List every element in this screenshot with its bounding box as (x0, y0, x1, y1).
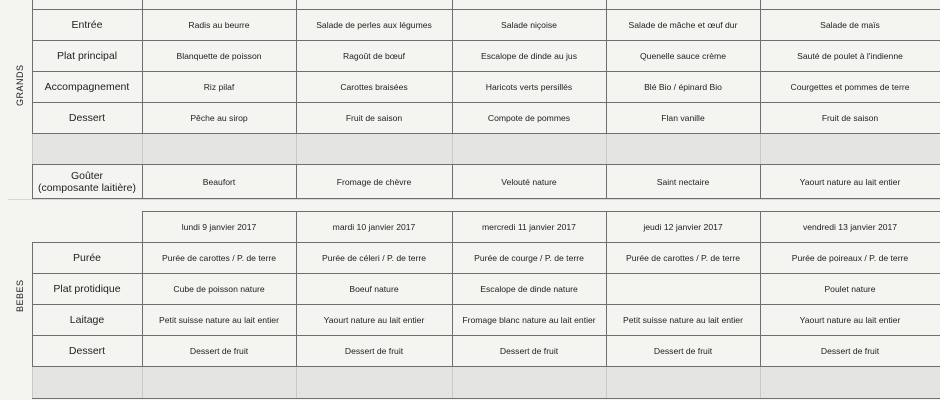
row-label-accompagnement: Accompagnement (32, 72, 142, 103)
row-label-entree: Entrée (32, 10, 142, 41)
bebes-side (8, 212, 32, 399)
menu-cell: Salade de maïs (760, 10, 940, 41)
date-header: jeudi 12 janvier 2017 (606, 212, 760, 243)
gouter-label-line2: (composante laitière) (37, 181, 137, 194)
menu-cell: Fruit de saison (760, 103, 940, 134)
menu-cell: Fruit de saison (296, 103, 452, 134)
menu-cell: Escalope de dinde au jus (452, 41, 606, 72)
menu-cell: Blanquette de poisson (142, 41, 296, 72)
menu-cell: Sauté de poulet à l'indienne (760, 41, 940, 72)
menu-cell: Dessert de fruit (296, 336, 452, 367)
bebes-menu-table (8, 211, 940, 399)
menu-cell: Petit suisse nature au lait entier (606, 305, 760, 336)
menu-cell: Petit suisse nature au lait entier (142, 305, 296, 336)
grands-side-label: GRANDS (14, 63, 25, 106)
table-row (8, 305, 940, 336)
table-row (8, 103, 940, 134)
menu-cell: Flan vanille (606, 103, 760, 134)
grands-menu-table (8, 0, 940, 199)
menu-cell: Dessert de fruit (606, 336, 760, 367)
divider (8, 199, 940, 200)
row-label-laitage: Laitage (32, 305, 142, 336)
menu-cell: Ragoût de bœuf (296, 41, 452, 72)
date-header: mardi 10 janvier 2017 (296, 212, 452, 243)
table-row (8, 274, 940, 305)
row-label-dessert: Dessert (32, 336, 142, 367)
top-clipped-row (8, 0, 940, 10)
row-label-plat-principal: Plat principal (32, 41, 142, 72)
grands-side (8, 0, 32, 199)
date-header: mercredi 11 janvier 2017 (452, 212, 606, 243)
table-row (8, 336, 940, 367)
menu-cell: Boeuf nature (296, 274, 452, 305)
menu-cell: Dessert de fruit (760, 336, 940, 367)
menu-cell: Dessert de fruit (452, 336, 606, 367)
table-row (8, 165, 940, 199)
gouter-label-line1: Goûter (70, 169, 104, 182)
menu-cell: Purée de carottes / P. de terre (606, 243, 760, 274)
menu-cell: Yaourt nature au lait entier (760, 165, 940, 199)
menu-cell: Blé Bio / épinard Bio (606, 72, 760, 103)
table-row (8, 41, 940, 72)
menu-cell: Yaourt nature au lait entier (296, 305, 452, 336)
menu-cell: Purée de poireaux / P. de terre (760, 243, 940, 274)
date-header: lundi 9 janvier 2017 (142, 212, 296, 243)
menu-cell: Compote de pommes (452, 103, 606, 134)
menu-cell: Purée de céleri / P. de terre (296, 243, 452, 274)
menu-cell: Carottes braisées (296, 72, 452, 103)
menu-cell: Radis au beurre (142, 10, 296, 41)
menu-cell: Salade de mâche et œuf dur (606, 10, 760, 41)
menu-cell: Purée de courge / P. de terre (452, 243, 606, 274)
menu-cell: Escalope de dinde nature (452, 274, 606, 305)
menu-cell: Quenelle sauce crème (606, 41, 760, 72)
table-row (8, 10, 940, 41)
menu-cell: Dessert de fruit (142, 336, 296, 367)
date-header-row (8, 212, 940, 243)
menu-cell: Velouté nature (452, 165, 606, 199)
shaded-separator-row (8, 367, 940, 399)
menu-cell: Fromage de chèvre (296, 165, 452, 199)
menu-cell: Riz pilaf (142, 72, 296, 103)
date-header: vendredi 13 janvier 2017 (760, 212, 940, 243)
menu-cell: Courgettes et pommes de terre (760, 72, 940, 103)
row-label-dessert: Dessert (32, 103, 142, 134)
shaded-separator-row (8, 134, 940, 165)
menu-cell: Haricots verts persillés (452, 72, 606, 103)
table-row (8, 243, 940, 274)
menu-cell: Pêche au sirop (142, 103, 296, 134)
menu-cell (606, 274, 760, 305)
menu-cell: Cube de poisson nature (142, 274, 296, 305)
row-label-puree: Purée (32, 243, 142, 274)
menu-cell: Fromage blanc nature au lait entier (452, 305, 606, 336)
menu-cell: Yaourt nature au lait entier (760, 305, 940, 336)
menu-cell: Purée de carottes / P. de terre (142, 243, 296, 274)
row-label-gouter (32, 165, 142, 199)
bebes-side-label: BEBES (14, 279, 25, 312)
row-label-plat-protidique: Plat protidique (32, 274, 142, 305)
menu-cell: Salade niçoise (452, 10, 606, 41)
menu-cell: Poulet nature (760, 274, 940, 305)
menu-cell: Salade de perles aux légumes (296, 10, 452, 41)
table-row (8, 72, 940, 103)
menu-cell: Beaufort (142, 165, 296, 199)
menu-cell: Saint nectaire (606, 165, 760, 199)
